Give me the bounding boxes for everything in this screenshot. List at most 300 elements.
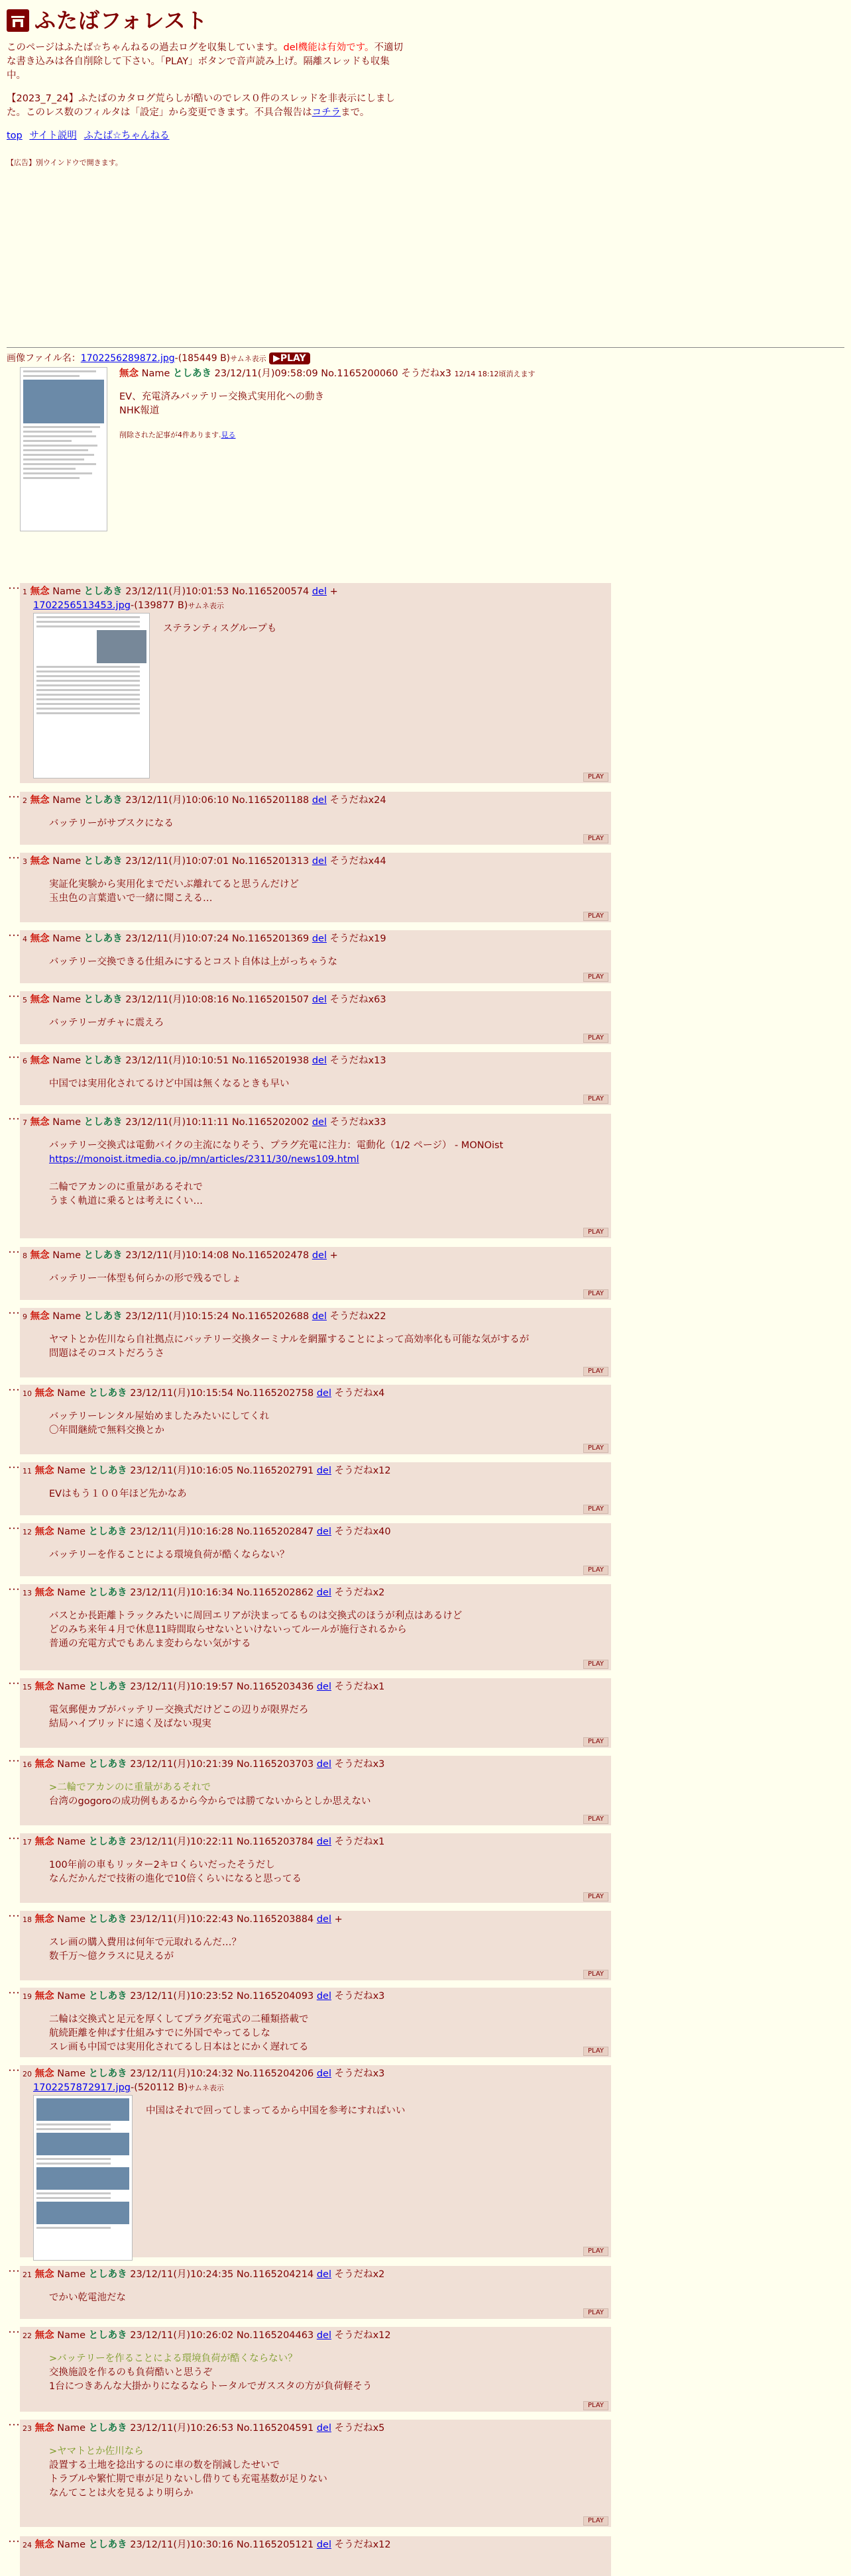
reply-number: 17	[23, 1838, 32, 1847]
reply-header	[23, 1758, 608, 1772]
reply-header	[23, 794, 608, 808]
reply-header	[23, 1990, 608, 2004]
reply-play-button[interactable]: PLAY	[583, 773, 608, 782]
reply-name-label: Name	[52, 994, 81, 1005]
intro-line-a: このページはふたば☆ちゃんねるの過去ログを収集しています。	[7, 42, 284, 54]
reply-header	[23, 1116, 608, 1130]
soudane-button[interactable]: そうだねx12	[334, 2330, 391, 2341]
nav-about-link[interactable]: サイト説明	[29, 131, 77, 142]
reply-name: としあき	[84, 1117, 123, 1128]
reply-play-button[interactable]: PLAY	[583, 834, 608, 843]
deleted-note: 削除された記事が4件あります.見る	[119, 430, 236, 439]
del-link[interactable]: del	[316, 1914, 331, 1925]
reply-body	[163, 622, 276, 778]
reply-number: 4	[23, 935, 27, 943]
reply-name-label: Name	[57, 1388, 85, 1399]
reply-post	[20, 1462, 611, 1515]
site-title: ふたばフォレスト	[34, 8, 208, 33]
reply-post	[20, 1247, 611, 1300]
reply-dots[interactable]: ･･･	[8, 1114, 21, 1124]
reply-meta: 23/12/11(月)10:11:11 No.1165202002	[125, 1117, 310, 1128]
reply-line: 玉虫色の言葉遣いで一緒に聞こえる…	[49, 893, 213, 904]
reply-file-line	[33, 2081, 608, 2095]
reply-header	[23, 1525, 608, 1539]
reply-dots[interactable]: ･･･	[8, 1248, 21, 1257]
op-meta: 23/12/11(月)09:58:09 No.1165200060	[214, 368, 398, 379]
reply-name: としあき	[84, 994, 123, 1005]
ad-notice: 【広告】別ウインドウで開きます。	[7, 158, 123, 168]
reply-name-label: Name	[52, 1055, 81, 1066]
reply-meta: 23/12/11(月)10:01:53 No.1165200574	[125, 586, 310, 597]
reply-line: 二輪は交換式と足元を厚くしてプラグ充電式の二種類搭載で	[49, 2014, 309, 2025]
reply-dots[interactable]: ･･･	[8, 1053, 21, 1062]
del-link[interactable]: del	[312, 1055, 327, 1066]
reply-name: としあき	[84, 1250, 123, 1261]
del-link[interactable]: del	[316, 1682, 331, 1692]
reply-subject: 無念	[34, 1837, 54, 1847]
del-link[interactable]: del	[312, 856, 327, 867]
reply-name: としあき	[88, 2330, 127, 2341]
reply-play-button[interactable]: PLAY	[583, 2047, 608, 2056]
reply-post	[20, 853, 611, 922]
reply-post	[20, 1385, 611, 1454]
soudane-button[interactable]: そうだねx3	[334, 2068, 385, 2079]
reply-number: 10	[23, 1389, 32, 1398]
reply-line: ヤマトとか佐川なら自社拠点にバッテリー交換ターミナルを網羅することによって高効率化も可能な気がするが	[49, 1334, 530, 1346]
del-link[interactable]: del	[316, 2423, 331, 2434]
reply-name-label: Name	[57, 1837, 85, 1847]
del-link[interactable]: del	[316, 1837, 331, 1847]
reply-dots[interactable]: ･･･	[8, 931, 21, 940]
file-label: 画像ファイル名：	[7, 353, 81, 364]
reply-number: 6	[23, 1057, 27, 1065]
reply-dots[interactable]: ･･･	[8, 2267, 21, 2276]
reply-post	[20, 1584, 611, 1670]
reply-line: バッテリーレンタル屋始めましたみたいにしてくれ	[49, 1411, 270, 1422]
reply-number: 15	[23, 1683, 32, 1691]
reply-body	[49, 2013, 608, 2055]
reply-header	[23, 585, 608, 599]
reply-line: 100年前の車もリッター2キロくらいだったそうだし	[49, 1860, 275, 1871]
reply-name-label: Name	[57, 2423, 85, 2434]
reply-header	[23, 1310, 608, 1324]
soudane-button[interactable]: そうだねx40	[334, 1527, 391, 1537]
reply-name-label: Name	[57, 2540, 85, 2550]
reply-post	[20, 930, 611, 983]
reply-name: としあき	[88, 1991, 127, 2002]
thumb-toggle[interactable]: サムネ表示	[188, 2084, 224, 2093]
op-file-link[interactable]: 1702256289872.jpg	[80, 353, 175, 364]
reply-play-button[interactable]: PLAY	[583, 1660, 608, 1669]
reply-number: 18	[23, 1915, 32, 1924]
reply-header	[23, 2538, 608, 2552]
reply-line: 問題はそのコストだろうさ	[49, 1348, 164, 1360]
reply-subject: 無念	[30, 586, 50, 597]
reply-subject: 無念	[34, 2423, 54, 2434]
reply-play-button[interactable]: PLAY	[583, 1367, 608, 1376]
reply-subject: 無念	[30, 994, 50, 1005]
reply-line: 結局ハイブリッドに遠く及ばない現実	[49, 1719, 211, 1730]
reply-body	[49, 1139, 608, 1208]
reply-play-button[interactable]: PLAY	[583, 2401, 608, 2410]
reply-meta: 23/12/11(月)10:19:57 No.1165203436	[130, 1682, 314, 1692]
reply-number: 24	[23, 2541, 32, 2549]
op-expire: 12/14 18:12頃消えます	[454, 369, 536, 378]
reply-file-link[interactable]: 1702256513453.jpg	[33, 600, 131, 612]
reply-url-link[interactable]: https://monoist.itmedia.co.jp/mn/articles/2311/30/news109.html	[49, 1154, 359, 1165]
reply-name-label: Name	[52, 795, 81, 806]
reply-play-button[interactable]: PLAY	[583, 1095, 608, 1104]
soudane-button[interactable]: そうだねx4	[334, 1388, 385, 1399]
reply-header	[23, 932, 608, 946]
thumb-toggle[interactable]: サムネ表示	[188, 602, 224, 611]
reply-name: としあき	[88, 2423, 127, 2434]
reply-dots[interactable]: ･･･	[8, 992, 21, 1001]
reply-name: としあき	[88, 2540, 127, 2550]
reply-dots[interactable]: ･･･	[8, 2328, 21, 2337]
reply-subject: 無念	[30, 934, 50, 944]
reply-subject: 無念	[34, 1388, 54, 1399]
reply-thumbnail[interactable]	[33, 613, 150, 778]
reply-subject: 無念	[34, 2330, 54, 2341]
reply-name-label: Name	[52, 1250, 81, 1261]
reply-number: 5	[23, 996, 27, 1004]
reply-line: 二輪でアカンのに重量があるそれで	[49, 1182, 203, 1193]
reply-name: としあき	[84, 1055, 123, 1066]
reply-meta: 23/12/11(月)10:14:08 No.1165202478	[125, 1250, 310, 1261]
del-link[interactable]: del	[316, 1527, 331, 1537]
reply-dots[interactable]: ･･･	[8, 1988, 21, 1998]
reply-name: としあき	[88, 1914, 127, 1925]
soudane-button[interactable]: そうだねx33	[329, 1117, 386, 1128]
reply-file-size: -(520112 B)	[130, 2082, 188, 2094]
soudane-button[interactable]: そうだねx13	[329, 1055, 386, 1066]
reply-quote: >ヤマトとか佐川なら	[49, 2446, 144, 2457]
reply-line: スレ画も中国では実用化されてるし日本はとにかく遅れてる	[49, 2042, 309, 2053]
reply-play-button[interactable]: PLAY	[583, 1505, 608, 1514]
del-link[interactable]: del	[316, 2269, 331, 2280]
soudane-button[interactable]: そうだねx63	[329, 994, 386, 1005]
reply-play-button[interactable]: PLAY	[583, 1566, 608, 1575]
reply-header	[23, 993, 608, 1007]
reply-line: 普通の充電方式でもあんま変わらない気がする	[49, 1638, 251, 1650]
reply-number: 13	[23, 1589, 32, 1597]
reply-meta: 23/12/11(月)10:07:24 No.1165201369	[125, 934, 310, 944]
soudane-button[interactable]: そうだねx5	[334, 2423, 385, 2434]
reply-name: としあき	[88, 1759, 127, 1770]
reply-name: としあき	[88, 1527, 127, 1537]
del-link[interactable]: del	[312, 795, 327, 806]
reply-dots[interactable]: ･･･	[8, 1385, 21, 1395]
intro-del-note: del機能は有効です。	[283, 42, 374, 54]
reply-body	[49, 1858, 608, 1886]
reply-number: 2	[23, 796, 27, 805]
reply-body	[49, 817, 608, 831]
reply-line: でかい乾電池だな	[49, 2292, 126, 2304]
soudane-button[interactable]: そうだねx2	[334, 1587, 385, 1598]
reply-name: としあき	[88, 1388, 127, 1399]
reply-line: 中国はそれで回ってしまってるから中国を参考にすればいい	[146, 2106, 406, 2117]
reply-line: バッテリーを作ることによる環境負荷が酷くならない？	[49, 1550, 290, 1561]
del-link[interactable]: del	[316, 1759, 331, 1770]
reply-post	[20, 583, 611, 783]
reply-name: としあき	[88, 1682, 127, 1692]
reply-subject: 無念	[30, 1311, 50, 1322]
del-link[interactable]: del	[316, 1466, 331, 1476]
reply-play-button[interactable]: PLAY	[583, 973, 608, 982]
soudane-button[interactable]: そうだねx2	[334, 2269, 385, 2280]
reply-subject: 無念	[34, 1527, 54, 1537]
nav-futaba-link[interactable]: ふたば☆ちゃんねる	[84, 131, 170, 142]
intro-text	[7, 41, 404, 143]
reply-number: 21	[23, 2271, 32, 2279]
reply-body	[49, 1077, 608, 1091]
reply-dots[interactable]: ･･･	[8, 1585, 21, 1594]
reply-header	[23, 1680, 608, 1694]
reply-subject: 無念	[34, 1991, 54, 2002]
reply-post	[20, 1308, 611, 1377]
reply-meta: 23/12/11(月)10:23:52 No.1165204093	[130, 1991, 314, 2002]
reply-post	[20, 1114, 611, 1238]
soudane-button[interactable]: そうだねx19	[329, 934, 386, 944]
reply-play-button[interactable]: PLAY	[583, 1815, 608, 1824]
del-link[interactable]: del	[312, 1311, 327, 1322]
op-name-label: Name	[141, 368, 170, 379]
reply-number: 20	[23, 2070, 32, 2078]
reply-name: としあき	[88, 2068, 127, 2079]
reply-body	[49, 1936, 608, 1964]
reply-line: 中国では実用化されてるけど中国は無くなるときも早い	[49, 1079, 290, 1090]
reply-play-button[interactable]: PLAY	[583, 912, 608, 921]
reply-name-label: Name	[57, 1914, 85, 1925]
thumb-toggle[interactable]: サムネ表示	[230, 354, 266, 364]
page-header	[0, 0, 851, 347]
soudane-button[interactable]: そうだねx44	[329, 856, 386, 867]
del-link[interactable]: del	[316, 2540, 331, 2550]
reply-body	[49, 1410, 608, 1438]
reply-header	[23, 2329, 608, 2343]
reply-play-button[interactable]: PLAY	[583, 1444, 608, 1453]
reply-name: としあき	[84, 934, 123, 944]
reply-play-button[interactable]: PLAY	[583, 1228, 608, 1237]
reply-header	[23, 1464, 608, 1478]
reply-play-button[interactable]: PLAY	[583, 2247, 608, 2256]
reply-thumbnail[interactable]	[33, 2095, 133, 2261]
op-line-1: EV、充電済みバッテリー交換式実用化への動き	[119, 391, 325, 402]
reply-meta: 23/12/11(月)10:22:43 No.1165203884	[130, 1914, 314, 1925]
reply-number: 22	[23, 2332, 32, 2340]
reply-meta: 23/12/11(月)10:16:05 No.1165202791	[130, 1466, 314, 1476]
reply-dots[interactable]: ･･･	[8, 1756, 21, 1766]
del-link[interactable]: del	[312, 1250, 327, 1261]
op-header	[119, 367, 536, 381]
reply-number: 9	[23, 1313, 27, 1321]
reply-meta: 23/12/11(月)10:15:54 No.1165202758	[130, 1388, 314, 1399]
reply-post	[20, 1052, 611, 1105]
soudane-button[interactable]: +	[329, 586, 338, 597]
reply-dots[interactable]: ･･･	[8, 1309, 21, 1318]
reply-number: 3	[23, 857, 27, 866]
reply-name-label: Name	[57, 1527, 85, 1537]
reply-number: 23	[23, 2424, 32, 2433]
reply-line: 1台につきあんな大掛かりになるならトータルでガススタの方が負荷軽そう	[49, 2381, 372, 2392]
reply-play-button[interactable]: PLAY	[583, 2516, 608, 2526]
reply-post	[20, 2327, 611, 2412]
reply-body	[49, 1333, 608, 1361]
reply-subject: 無念	[34, 1759, 54, 1770]
soudane-button[interactable]: そうだねx1	[334, 1682, 385, 1692]
reply-name-label: Name	[52, 1117, 81, 1128]
reply-play-button[interactable]: PLAY	[583, 1289, 608, 1299]
op-thumbnail[interactable]	[20, 367, 107, 531]
reply-number: 1	[23, 588, 27, 596]
del-link[interactable]: del	[312, 994, 327, 1005]
reply-name: としあき	[84, 586, 123, 597]
reply-subject: 無念	[34, 2540, 54, 2550]
soudane-button[interactable]: そうだねx22	[329, 1311, 386, 1322]
soudane-button[interactable]: そうだねx24	[329, 795, 386, 806]
report-link[interactable]: コチラ	[312, 107, 341, 119]
reply-post	[20, 1988, 611, 2057]
reply-dots[interactable]: ･･･	[8, 1834, 21, 1843]
op-file-size: -(185449 B)	[174, 353, 231, 364]
reply-body	[49, 1272, 608, 1286]
reply-meta: 23/12/11(月)10:16:28 No.1165202847	[130, 1527, 314, 1537]
reply-meta: 23/12/11(月)10:22:11 No.1165203784	[130, 1837, 314, 1847]
reply-line: 設置する土地を捻出するのに車の数を削減したせいで	[49, 2460, 280, 2471]
reply-name-label: Name	[57, 2068, 85, 2079]
del-link[interactable]: del	[316, 1991, 331, 2002]
reply-name-label: Name	[57, 1466, 85, 1476]
op-file-line	[7, 352, 844, 365]
reply-body	[49, 2291, 608, 2305]
reply-subject: 無念	[34, 1914, 54, 1925]
reply-post	[20, 2065, 611, 2257]
reply-subject: 無念	[30, 1117, 50, 1128]
reply-post	[20, 792, 611, 845]
soudane-button[interactable]: +	[334, 1914, 343, 1925]
deleted-view-link[interactable]: 見る	[221, 430, 236, 439]
reply-meta: 23/12/11(月)10:15:24 No.1165202688	[125, 1311, 310, 1322]
reply-play-button[interactable]: PLAY	[583, 2308, 608, 2318]
reply-line: バッテリーガチャに震えろ	[49, 1018, 164, 1029]
reply-meta: 23/12/11(月)10:21:39 No.1165203703	[130, 1759, 314, 1770]
op-post	[0, 348, 851, 531]
reply-header	[23, 1387, 608, 1401]
reply-header	[23, 1249, 608, 1263]
reply-dots[interactable]: ･･･	[8, 1679, 21, 1688]
del-link[interactable]: del	[316, 1388, 331, 1399]
del-link[interactable]: del	[312, 1117, 327, 1128]
del-link[interactable]: del	[316, 2068, 331, 2079]
reply-play-button[interactable]: PLAY	[583, 1034, 608, 1043]
reply-name-label: Name	[57, 2330, 85, 2341]
reply-name-label: Name	[52, 856, 81, 867]
reply-dots[interactable]: ･･･	[8, 792, 21, 802]
reply-meta: 23/12/11(月)10:26:53 No.1165204591	[130, 2423, 314, 2434]
reply-body	[146, 2104, 406, 2261]
op-line-2: NHK報道	[119, 405, 160, 416]
reply-line: 〇年間継続で無料交換とか	[49, 1425, 164, 1436]
reply-number: 19	[23, 1992, 32, 2001]
reply-line: ステランティスグループも	[163, 623, 277, 635]
reply-line: バッテリー交換式は電動バイクの主流になりそう、プラグ充電に注力：電動化（1/2 ページ） - MONOist	[49, 1140, 504, 1152]
reply-meta: 23/12/11(月)10:10:51 No.1165201938	[125, 1055, 310, 1066]
reply-dots[interactable]: ･･･	[8, 1463, 21, 1472]
reply-number: 12	[23, 1528, 32, 1536]
del-link[interactable]: del	[312, 934, 327, 944]
notice-text: 【2023_7_24】ふたばのカタログ荒らしが酷いのでレス０件のスレッドを非表示にしました。このレス数のフィルタは「設定」から変更できます。不具合報告は	[7, 93, 395, 119]
reply-name-label: Name	[57, 1587, 85, 1598]
op-soudane[interactable]: そうだねx3	[401, 368, 452, 379]
reply-subject: 無念	[30, 1250, 50, 1261]
reply-line: どのみち来年４月で休息11時間取らせないといけないってルールが施行されるから	[49, 1625, 407, 1636]
reply-name: としあき	[88, 1587, 127, 1598]
reply-meta: 23/12/11(月)10:26:02 No.1165204463	[130, 2330, 314, 2341]
reply-dots[interactable]: ･･･	[8, 853, 21, 863]
reply-play-button[interactable]: PLAY	[583, 1892, 608, 1902]
reply-line: スレ画の購入費用は何年で元取れるんだ…？	[49, 1937, 241, 1949]
reply-name-label: Name	[52, 1311, 81, 1322]
reply-header	[23, 1586, 608, 1600]
reply-body	[49, 955, 608, 969]
reply-line: 航続距離を伸ばす仕組みすでに外国でやってるしな	[49, 2028, 270, 2039]
soudane-button[interactable]: そうだねx3	[334, 1991, 385, 2002]
reply-number: 7	[23, 1118, 27, 1127]
op-name: としあき	[173, 368, 211, 379]
reply-number: 8	[23, 1252, 27, 1260]
reply-meta: 23/12/11(月)10:06:10 No.1165201188	[125, 795, 310, 806]
reply-meta: 23/12/11(月)10:24:32 No.1165204206	[130, 2068, 314, 2079]
soudane-button[interactable]: そうだねx3	[334, 1759, 385, 1770]
reply-file-line	[33, 599, 608, 613]
del-link[interactable]: del	[316, 1587, 331, 1598]
del-link[interactable]: del	[312, 586, 327, 597]
reply-line: なんてことは火を見るより明らか	[49, 2488, 194, 2499]
reply-post	[20, 2536, 611, 2576]
reply-subject: 無念	[30, 1055, 50, 1066]
soudane-button[interactable]: そうだねx12	[334, 2540, 391, 2550]
reply-body	[49, 1781, 608, 1809]
reply-line: バッテリー一体型も何らかの形で残るでしょ	[49, 1273, 241, 1285]
reply-dots[interactable]: ･･･	[8, 1524, 21, 1533]
reply-body	[49, 1487, 608, 1501]
reply-dots[interactable]: ･･･	[8, 2066, 21, 2075]
reply-header	[23, 2067, 608, 2081]
del-link[interactable]: del	[316, 2330, 331, 2341]
reply-post	[20, 1523, 611, 1576]
play-button[interactable]: ▶PLAY	[269, 352, 310, 364]
reply-play-button[interactable]: PLAY	[583, 1737, 608, 1746]
reply-play-button[interactable]: PLAY	[583, 1970, 608, 1979]
reply-body	[49, 2445, 608, 2500]
soudane-button[interactable]: そうだねx12	[334, 1466, 391, 1476]
soudane-button[interactable]: そうだねx1	[334, 1837, 385, 1847]
op-text	[107, 367, 536, 531]
reply-dots[interactable]: ･･･	[8, 2420, 21, 2430]
reply-post	[20, 1678, 611, 1748]
reply-dots[interactable]: ･･･	[8, 584, 21, 593]
soudane-button[interactable]: +	[329, 1250, 338, 1261]
reply-post	[20, 2266, 611, 2319]
reply-dots[interactable]: ･･･	[8, 1911, 21, 1921]
reply-dots[interactable]: ･･･	[8, 2537, 21, 2546]
reply-file-link[interactable]: 1702257872917.jpg	[33, 2082, 131, 2094]
reply-name: としあき	[84, 1311, 123, 1322]
nav-top-link[interactable]: top	[7, 131, 23, 142]
reply-post	[20, 1911, 611, 1980]
reply-post	[20, 1756, 611, 1825]
